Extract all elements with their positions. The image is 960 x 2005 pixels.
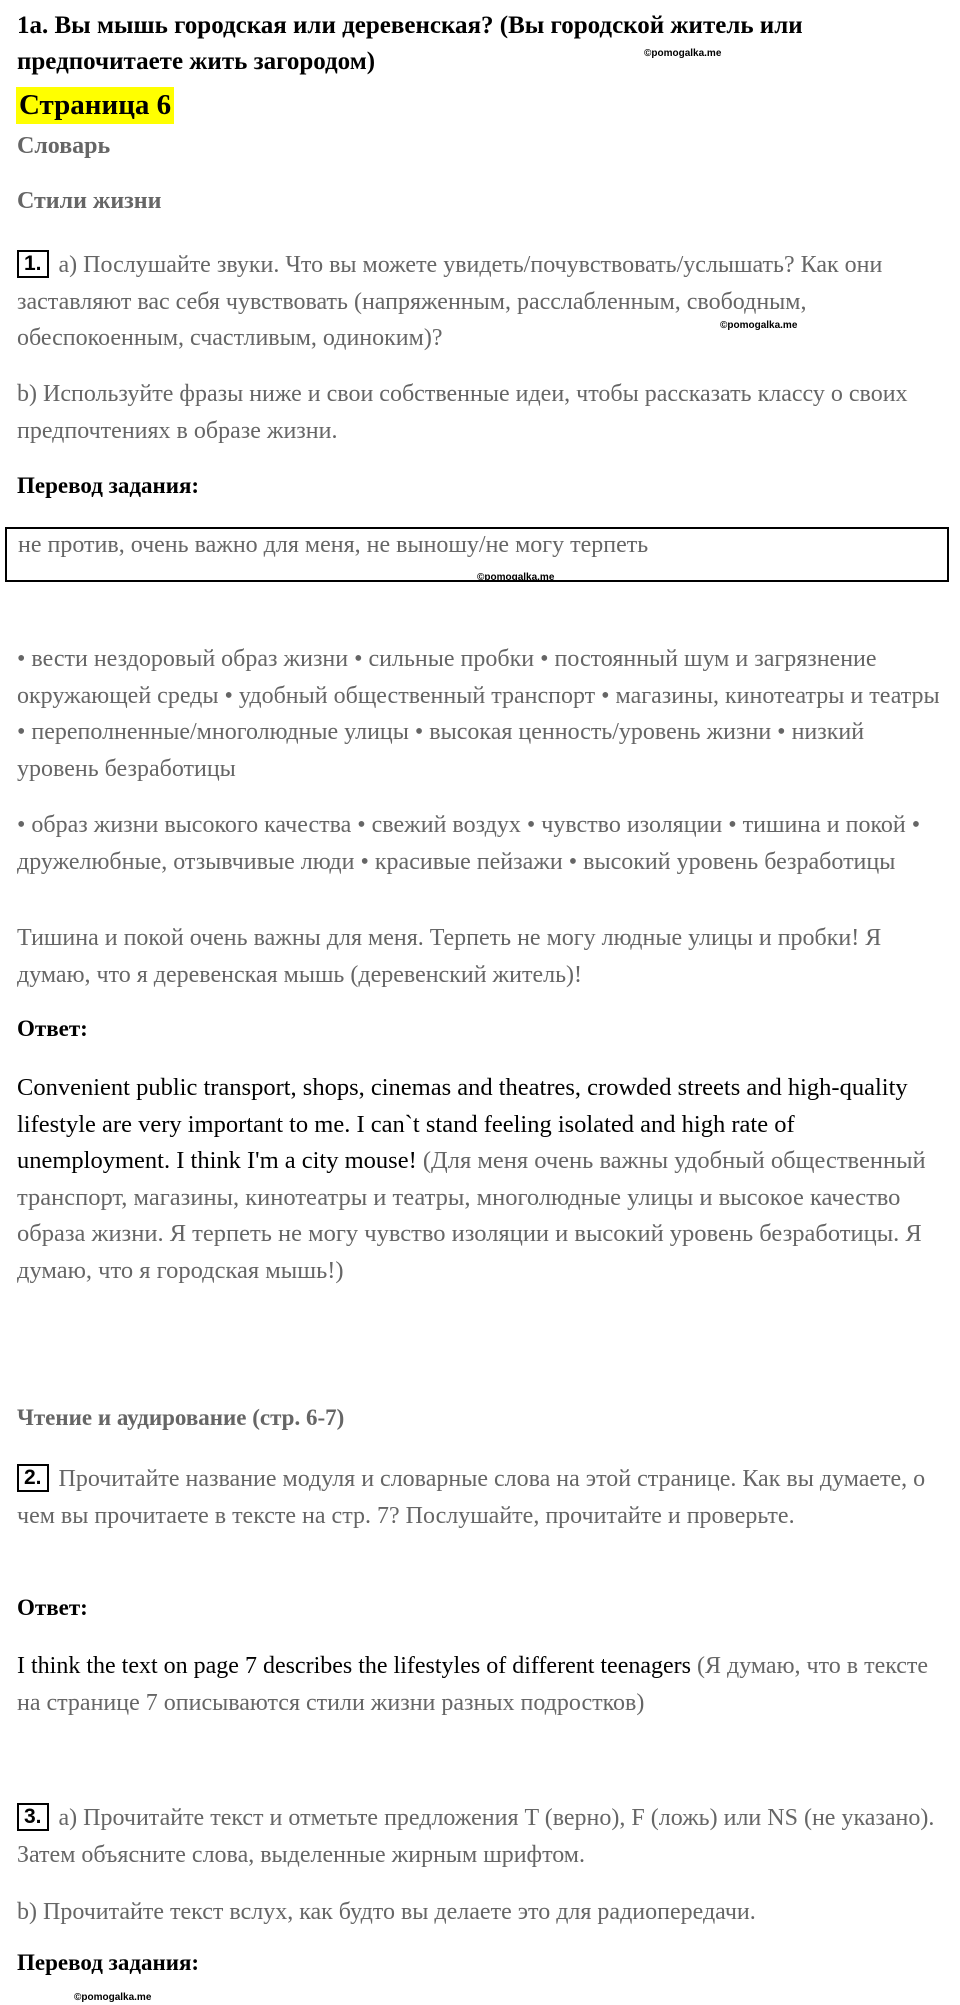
phrases-text: не против, очень важно для меня, не выношу/не могу терпеть <box>18 532 649 558</box>
task1-answer <box>17 1070 942 1289</box>
phrase-list-city: • вести нездоровый образ жизни • сильные пробки • постоянный шум и загрязнение окружающей среды • удобный общественный транспорт • магазины, кинотеатры и театры • переполненные/многолюдные улицы • высокая ценность/уровень жизни • низкий уровень безработицы <box>17 646 940 782</box>
answer-russian: (Для меня очень важны удобный общественный транспорт, магазины, кинотеатры и театры, многолюдные улицы и высокое качество образа жизни. Я терпеть не могу чувство изоляции и высокий уровень безработицы. Я думаю, что я городская мышь!) <box>17 1147 926 1284</box>
phrase-list-country: • образ жизни высокого качества • свежий воздух • чувство изоляции • тишина и покой • дружелюбные, отзывчивые люди • красивые пейзажи • высокий уровень безработицы <box>17 812 921 875</box>
task2-answer-heading: Ответ: <box>17 1595 88 1620</box>
section-reading: Чтение и аудирование (стр. 6-7) <box>17 1405 345 1430</box>
example-text: Тишина и покой очень важны для меня. Терпеть не могу людные улицы и пробки! Я думаю, что я деревенская мышь (деревенский житель)! <box>17 925 882 988</box>
task2-answer <box>17 1648 942 1721</box>
task1-number: 1. <box>17 250 49 278</box>
task2-body: Прочитайте название модуля и словарные слова на этой странице. Как вы думаете, о чем вы прочитаете в тексте на стр. 7? Послушайте, прочитайте и проверьте. <box>17 1466 926 1529</box>
section-lifestyles: Стили жизни <box>17 188 162 214</box>
page-label: Страница 6 <box>16 87 174 124</box>
answer-english: I think the text on page 7 describes the lifestyles of different teenagers <box>17 1653 691 1679</box>
watermark: ©pomogalka.me <box>720 320 798 331</box>
watermark: ©pomogalka.me <box>477 572 555 583</box>
watermark: ©pomogalka.me <box>74 1992 152 2003</box>
task2-text <box>17 1461 942 1534</box>
task2-number: 2. <box>17 1464 49 1492</box>
answer-russian: (Я думаю, что в тексте на странице 7 описываются стили жизни разных подростков) <box>17 1653 929 1716</box>
task1-translation-heading: Перевод задания: <box>17 473 200 498</box>
task3-number: 3. <box>17 1803 49 1831</box>
watermark: ©pomogalka.me <box>644 48 722 59</box>
task1-part-a-text: a) Послушайте звуки. Что вы можете увидеть/почувствовать/услышать? Как они заставляют вас себя чувствовать (напряженным, расслабленным, свободным, обеспокоенным, счастливым, одиноким)? <box>17 252 883 351</box>
task3-part-a <box>17 1800 942 1873</box>
answer-english: Convenient public transport, shops, cinemas and theatres, crowded streets and high-quality lifestyle are very important to me. I can`t stand feeling isolated and high rate of unemployment. I think I'm a city mouse! <box>17 1074 908 1174</box>
task3-part-a-text: a) Прочитайте текст и отметьте предложения T (верно), F (ложь) или NS (не указано). Затем объясните слова, выделенные жирным шрифтом. <box>17 1805 935 1868</box>
document-title: 1а. Вы мышь городская или деревенская? (Вы городской житель или предпочитаете жить загородом) <box>17 12 803 75</box>
task1-part-a <box>17 247 942 357</box>
task1-part-b: b) Используйте фразы ниже и свои собственные идеи, чтобы рассказать классу о своих предпочтениях в образе жизни. <box>17 381 908 444</box>
task3-part-b: b) Прочитайте текст вслух, как будто вы делаете это для радиопередачи. <box>17 1899 756 1925</box>
task1-answer-heading: Ответ: <box>17 1016 88 1041</box>
section-vocabulary: Словарь <box>17 133 111 159</box>
task3-translation-heading: Перевод задания: <box>17 1950 200 1975</box>
